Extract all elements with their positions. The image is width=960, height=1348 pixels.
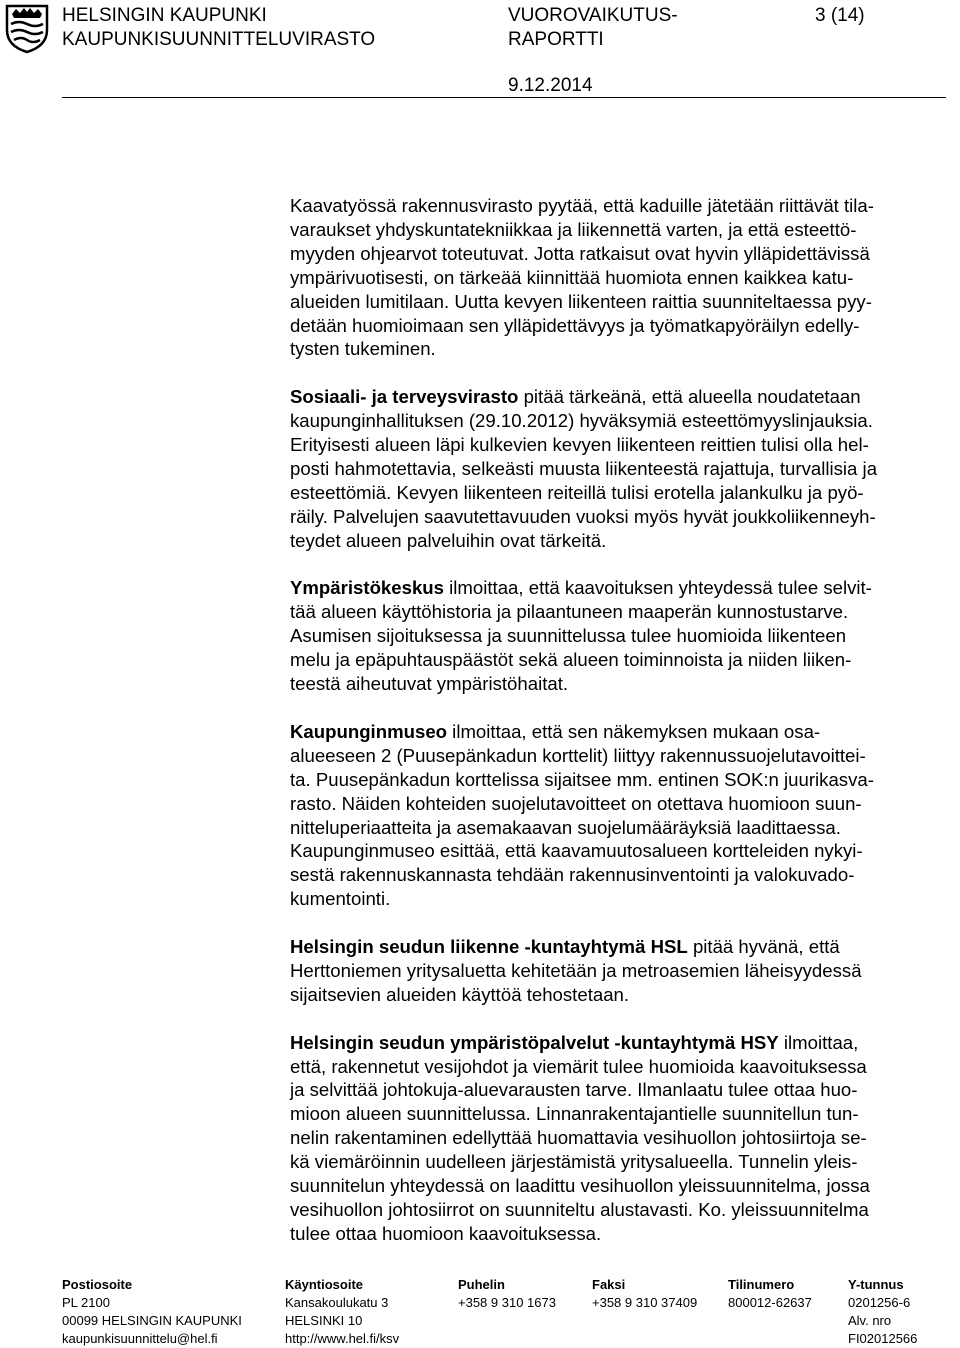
footer-line: 0201256-6 — [848, 1295, 911, 1310]
text-line: alueiden lumitilaan. Uutta kevyen liikenteen raittia suunniteltaessa pyy- — [290, 290, 872, 312]
text-line: että, rakennetut vesijohdot ja viemärit tulee huomioida kaavoituksessa — [290, 1055, 867, 1077]
text-line: vesihuollon johtosiirrot on suunniteltu alustavasti. Ko. yleissuunnitelma — [290, 1198, 869, 1220]
text-line: sijaitsevien alueiden käyttöä tehostetaan. — [290, 983, 630, 1005]
footer-heading: Tilinumero — [728, 1277, 795, 1292]
text-line: tulee ottaa huomioon kaavoituksessa. — [290, 1222, 602, 1244]
text-line — [290, 576, 960, 600]
footer-line: Kansakoulukatu 3 — [285, 1295, 389, 1310]
text-line-rest: ilmoittaa, että sen näkemyksen mukaan osa- — [447, 720, 821, 742]
text-line: Kaupunginmuseo esittää, että kaavamuutosalueen kortteleiden nykyi- — [290, 840, 863, 862]
text-line: mioon alueen suunnittelussa. Linnanrakentajantielle suunnitellun tun- — [290, 1103, 859, 1125]
footer-heading: Faksi — [592, 1277, 626, 1292]
footer-line: FI02012566 — [848, 1331, 918, 1346]
text-line: Asumisen sijoituksessa ja suunnittelussa tulee huomioida liikenteen — [290, 625, 847, 647]
text-line — [290, 935, 960, 959]
paragraph-subject: Ympäristökeskus — [290, 577, 444, 599]
paragraph-subject: Helsingin seudun liikenne -kuntayhtymä HSL — [290, 936, 688, 958]
text-line: rasto. Näiden kohteiden suojelutavoitteet on otettava huomioon suun- — [290, 792, 862, 814]
footer-line: 800012-62637 — [728, 1295, 812, 1310]
footer-line: HELSINKI 10 — [285, 1313, 363, 1328]
paragraph — [290, 576, 960, 696]
document-type — [508, 4, 678, 52]
footer-line: Alv. nro — [848, 1313, 892, 1328]
text-line: nelin rakentaminen edellyttää huomattavia vesihuollon johtosiirtoja se- — [290, 1127, 867, 1149]
text-line: Kaavatyössä rakennusvirasto pyytää, että kaduille jätetään riittävät tila- — [290, 195, 874, 216]
helsinki-crest-logo — [4, 2, 50, 54]
footer-heading: Y-tunnus — [848, 1277, 904, 1292]
paragraph-subject: Kaupunginmuseo — [290, 720, 448, 742]
paragraph — [290, 385, 960, 552]
document-body — [290, 194, 960, 1270]
text-line: melu ja epäpuhtauspäästöt sekä alueen toiminnoista ja niiden liiken- — [290, 649, 852, 671]
header-rule — [62, 97, 946, 98]
footer-line: +358 9 310 1673 — [458, 1295, 556, 1310]
organization-name — [62, 4, 375, 52]
text-line: tää alueen käyttöhistoria ja pilaantuneen maaperän kunnostustarve. — [290, 601, 849, 623]
text-line: detään huomioimaan sen ylläpidettävyys ja työmatkapyöräilyn edelly- — [290, 314, 860, 336]
page-number: 3 (14) — [815, 5, 865, 26]
footer-column — [458, 1276, 556, 1312]
footer-heading: Käyntiosoite — [285, 1277, 364, 1292]
text-line-rest: pitää tärkeänä, että alueella noudatetaan — [518, 386, 861, 408]
text-line: teydet alueen palveluihin ovat tärkeitä. — [290, 529, 607, 551]
text-line: kumentointi. — [290, 888, 391, 910]
footer-column — [728, 1276, 812, 1312]
text-line: kaupunginhallituksen (29.10.2012) hyväksymiä esteettömyyslinjauksia. — [290, 410, 873, 432]
footer-line: +358 9 310 37409 — [592, 1295, 698, 1310]
footer-column — [592, 1276, 697, 1312]
paragraph — [290, 1031, 960, 1246]
paragraph — [290, 935, 960, 1007]
text-line: esteettömiä. Kevyen liikenteen reiteillä tulisi erotella jalankulku ja pyö- — [290, 481, 864, 503]
footer-line: PL 2100 — [62, 1295, 110, 1310]
org-line-1: HELSINGIN KAUPUNKI — [62, 5, 267, 26]
text-line: sestä rakennuskannasta tehdään rakennusinventointi ja valokuvado- — [290, 864, 855, 886]
text-line: tysten tukeminen. — [290, 338, 436, 360]
text-line: alueeseen 2 (Puusepänkadun korttelit) liittyy rakennussuojelutavoittei- — [290, 744, 866, 766]
text-line — [290, 1031, 960, 1055]
footer-column — [848, 1276, 917, 1348]
text-line — [290, 385, 960, 409]
document-date: 9.12.2014 — [508, 75, 593, 96]
text-line: suunnitelun yhteydessä on laadittu vesihuollon yleissuunnitelma, jossa — [290, 1175, 870, 1197]
footer-heading: Postiosoite — [62, 1277, 133, 1292]
text-line: varaukset yhdyskuntatekniikkaa ja liikennettä varten, ja että esteettö- — [290, 218, 857, 240]
text-line: Herttoniemen yritysaluetta kehitetään ja metroasemien läheisyydessä — [290, 959, 862, 981]
text-line — [290, 720, 960, 744]
text-line: ja selvittää johtokuja-aluevarausten tarve. Ilmanlaatu tulee ottaa huo- — [290, 1079, 858, 1101]
text-line: Erityisesti alueen läpi kulkevien kevyen liikenteen reittien tulisi olla hel- — [290, 434, 869, 456]
org-line-2: KAUPUNKISUUNNITTELUVIRASTO — [62, 29, 376, 50]
text-line: posti hahmotettavia, selkeästi muusta liikenteestä rajattuja, turvallisia ja — [290, 457, 878, 479]
text-line: ympärivuotisesti, on tärkeää kiinnittää huomiota ennen kaikkea katu- — [290, 266, 854, 288]
footer-heading: Puhelin — [458, 1277, 505, 1292]
text-line-rest: ilmoittaa, että kaavoituksen yhteydessä tulee selvit- — [444, 577, 872, 599]
footer-column — [62, 1276, 242, 1348]
paragraph — [290, 194, 960, 361]
paragraph-subject: Sosiaali- ja terveysvirasto — [290, 386, 519, 408]
paragraph — [290, 720, 960, 911]
footer-line: kaupunkisuunnittelu@hel.fi — [62, 1331, 218, 1346]
text-line: myyden ohjearvot toteutuvat. Jotta ratkaisut ovat hyvin ylläpidettävissä — [290, 242, 870, 264]
text-line-rest: pitää hyvänä, että — [687, 936, 840, 958]
text-line-rest: ilmoittaa, — [778, 1031, 859, 1053]
text-line: teestä aiheutuvat ympäristöhaitat. — [290, 673, 569, 695]
footer-column — [285, 1276, 399, 1348]
text-line: nitteluperiaatteita ja asemakaavan suojelumääräyksiä laadittaessa. — [290, 816, 841, 838]
text-line: ta. Puusepänkadun korttelissa sijaitsee mm. entinen SOK:n juurikasva- — [290, 768, 874, 790]
paragraph-subject: Helsingin seudun ympäristöpalvelut -kuntayhtymä HSY — [290, 1031, 779, 1053]
text-line: kä viemäröinnin uudelleen järjestämistä yritysalueella. Tunnelin yleis- — [290, 1151, 858, 1173]
text-line: räily. Palvelujen saavutettavuuden vuoksi myös hyvät joukkoliikenneyh- — [290, 505, 876, 527]
footer-line: http://www.hel.fi/ksv — [285, 1331, 400, 1346]
doc-type-line-1: VUOROVAIKUTUS- — [508, 5, 678, 26]
doc-type-line-2: RAPORTTI — [508, 29, 604, 50]
footer-line: 00099 HELSINGIN KAUPUNKI — [62, 1313, 242, 1328]
